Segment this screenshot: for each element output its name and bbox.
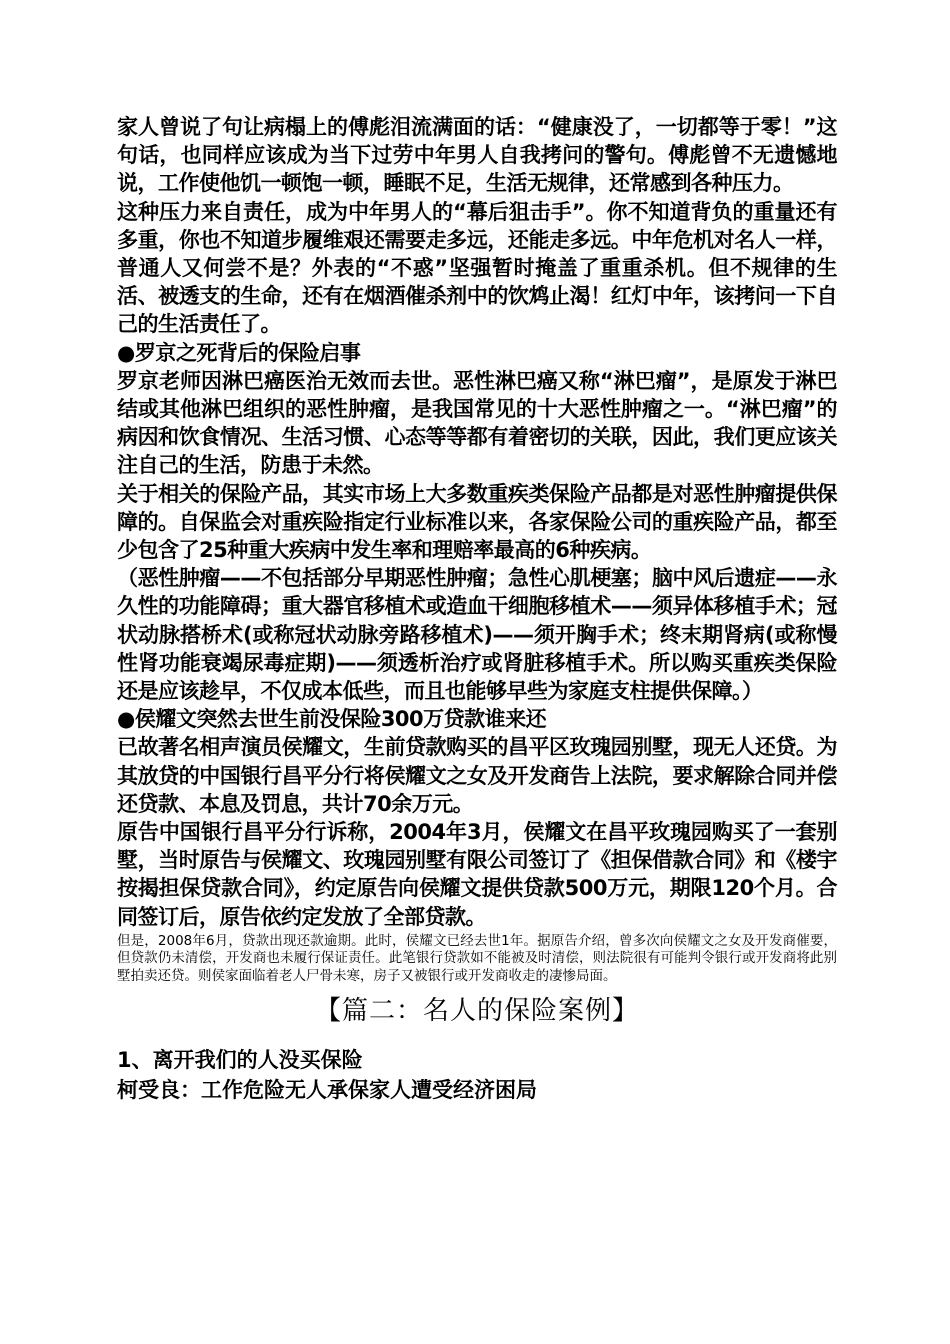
document-page bbox=[117, 113, 837, 1105]
paragraph-houyaowen-1: 已故著名相声演员侯耀文，生前贷款购买的昌平区玫瑰园别墅，现无人还贷。为其放贷的中国银行昌平分行将侯耀文之女及开发商告上法院，要求解除合同并偿还贷款、本息及罚息，共计70余万元。 bbox=[117, 735, 837, 816]
paragraph-houyaowen-2: 原告中国银行昌平分行诉称，2004年3月，侯耀文在昌平玫瑰园购买了一套别墅，当时原告与侯耀文、玫瑰园别墅有限公司签订了《担保借款合同》和《楼宇按揭担保贷款合同》，约定原告向侯耀文提供贷款500万元，期限120个月。合同签订后，原告依约定发放了全部贷款。 bbox=[117, 820, 837, 929]
paragraph-fubiao-1: 家人曾说了句让病榻上的傅彪泪流满面的话：“健康没了，一切都等于零！”这句话，也同样应该成为当下过劳中年男人自我拷问的警句。傅彪曾不无遗憾地说，工作使他饥一顿饱一顿，睡眠不足，生活无规律，还常感到各种压力。 bbox=[117, 115, 837, 196]
heading-houyaowen: ●侯耀文突然去世生前没保险300万贷款谁来还 bbox=[117, 707, 547, 732]
paragraph-fubiao-2: 这种压力来自责任，成为中年男人的“幕后狙击手”。你不知道背负的重量还有多重，你也不知道步履维艰还需要走多远，还能走多远。中年危机对名人一样，普通人又何尝不是？外表的“不惑”坚强暂时掩盖了重重杀机。但不规律的生活、被透支的生命，还有在烟酒催杀剂中的饮鸩止渴！红灯中年，该拷问一下自己的生活责任了。 bbox=[117, 199, 837, 337]
item-heading: 1、离开我们的人没买保险 bbox=[117, 1048, 363, 1073]
section-title: 【篇二：名人的保险案例】 bbox=[314, 996, 639, 1027]
article-body bbox=[117, 113, 837, 931]
section2-content bbox=[117, 1045, 837, 1105]
paragraph-small-print: 但是，2008年6月，贷款出现还款逾期。此时，侯耀文已经去世1年。据原告介绍，曾多次向侯耀文之女及开发商催要，但贷款仍未清偿，开发商也未履行保证责任。此笔银行贷款如不能被及时清偿，则法院很有可能判令银行或开发商将此别墅拍卖还贷。则侯家面临着老人尸骨未寒，房子又被银行或开发商收走的凄惨局面。 bbox=[117, 932, 837, 984]
paragraph-luojing-1: 罗京老师因淋巴癌医治无效而去世。恶性淋巴癌又称“淋巴瘤”，是原发于淋巴结或其他淋巴组织的恶性肿瘤，是我国常见的十大恶性肿瘤之一。“淋巴瘤”的病因和饮食情况、生活习惯、心态等等都有着密切的关联，因此，我们更应该关注自己的生活，防患于未然。 bbox=[117, 368, 837, 478]
paragraph-luojing-2: 关于相关的保险产品，其实市场上大多数重疾类保险产品都是对恶性肿瘤提供保障的。自保监会对重疾险指定行业标准以来，各家保险公司的重疾险产品，都至少包含了25种重大疾病中发生率和理赔率最高的6种疾病。 bbox=[117, 481, 837, 563]
heading-luojing: ●罗京之死背后的保险启事 bbox=[117, 340, 361, 365]
paragraph-luojing-3: （恶性肿瘤——不包括部分早期恶性肿瘤；急性心肌梗塞；脑中风后遗症——永久性的功能障碍；重大器官移植术或造血干细胞移植术——须异体移植手术；冠状动脉搭桥术(或称冠状动脉旁路移植术)——须开胸手术；终末期肾病(或称慢性肾功能衰竭尿毒症期)——须透析治疗或肾脏移植手术。所以购买重疾类保险还是应该趁早，不仅成本低些，而且也能够早些为家庭支柱提供保障。） bbox=[117, 566, 837, 704]
item-subheading: 柯受良：工作危险无人承保家人遭受经济困局 bbox=[117, 1078, 537, 1103]
